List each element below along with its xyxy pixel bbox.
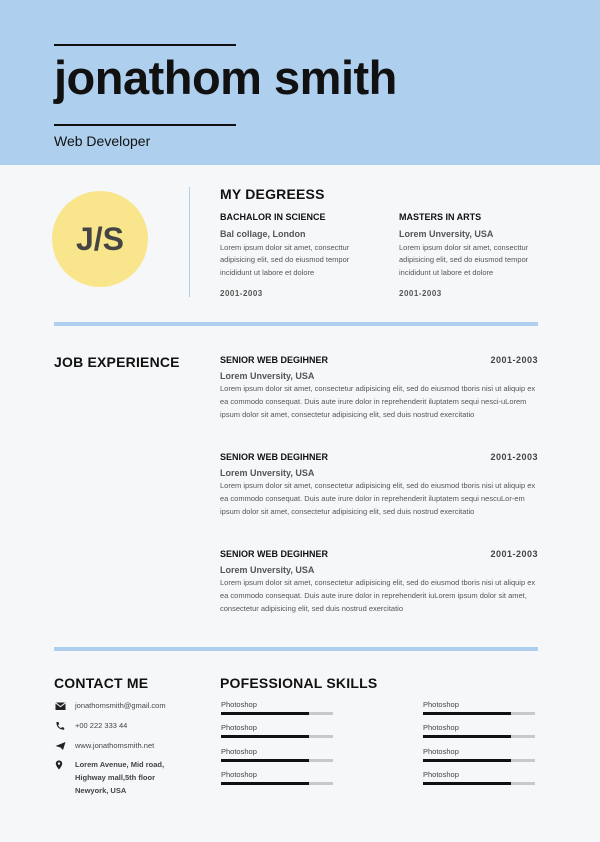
phone-icon — [54, 721, 68, 731]
job-item — [220, 549, 538, 616]
degrees-title: MY DEGREESS — [220, 186, 325, 202]
skill-name: Photoshop — [423, 700, 459, 709]
contact-list — [54, 700, 204, 805]
skill-name: Photoshop — [221, 700, 257, 709]
candidate-name: jonathom smith — [54, 51, 397, 104]
skill-bar-fill — [221, 759, 309, 762]
contact-phone — [54, 720, 204, 733]
skill-bar-track — [423, 782, 535, 785]
header-banner — [0, 0, 600, 165]
degree-item — [399, 212, 549, 298]
skill-bar-track — [423, 759, 535, 762]
contact-email — [54, 700, 204, 713]
degree-years: 2001-2003 — [220, 289, 263, 299]
experience-title: JOB EXPERIENCE — [54, 354, 180, 370]
skill-bar-fill — [221, 735, 309, 738]
job-title: SENIOR WEB DEGIHNER — [220, 452, 329, 462]
skill-bar-fill — [423, 712, 511, 715]
job-title: SENIOR WEB DEGIHNER — [220, 549, 329, 559]
envelope-icon — [54, 701, 68, 711]
degree-school: Bal collage, London — [220, 229, 306, 239]
skill-bar-track — [221, 735, 333, 738]
candidate-role: Web Developer — [54, 133, 151, 149]
job-title: SENIOR WEB DEGIHNER — [220, 355, 329, 365]
website-text[interactable]: www.jonathomsmith.net — [75, 740, 155, 750]
job-place: Lorem Unversity, USA — [220, 371, 315, 381]
section-divider-bar — [54, 647, 538, 651]
skill-item — [221, 700, 333, 715]
job-place: Lorem Unversity, USA — [220, 565, 315, 575]
degree-title: MASTERS IN ARTS — [399, 212, 482, 222]
skill-bar-track — [221, 782, 333, 785]
skill-item — [423, 770, 535, 785]
skill-name: Photoshop — [423, 723, 459, 732]
degree-description: Lorem ipsum dolor sit amet, consecttur adipisicing elit, sed do eiusmod tempor incididunt ut labore et dolore — [220, 243, 350, 277]
job-years: 2001-2003 — [490, 355, 538, 365]
skills-title: POFESSIONAL SKILLS — [220, 675, 378, 691]
contact-title: CONTACT ME — [54, 675, 149, 691]
header-top-rule — [54, 44, 236, 46]
skill-bar-track — [423, 712, 535, 715]
skill-bar-track — [221, 759, 333, 762]
skill-bar-track — [221, 712, 333, 715]
send-icon — [54, 741, 68, 751]
skill-bar-fill — [221, 712, 309, 715]
skill-item — [423, 747, 535, 762]
job-description: Lorem ipsum dolor sit amet, consectetur adipisicing elit, sed do eiusmod tboris nisi ut aliquip ex ea commodo consequat. Duis aute irure dolor in reprehenderit iuLorem ipsum dolor sit amet, consectetur adipisicing elit, sed duis nostrud exercitatio — [220, 578, 536, 613]
vertical-divider — [189, 187, 190, 297]
skill-name: Photoshop — [221, 723, 257, 732]
monogram-text: J/S — [75, 220, 125, 257]
address-text: Lorem Avenue, Mid road, Highway mall,5th floor Newyork, USA — [75, 760, 165, 795]
phone-text[interactable]: +00 222 333 44 — [75, 720, 128, 730]
skill-name: Photoshop — [423, 747, 459, 756]
job-years: 2001-2003 — [490, 452, 538, 462]
job-description: Lorem ipsum dolor sit amet, consectetur adipisicing elit, sed do eiusmod tboris nisi ut aliquip ex ea commodo consequat. Duis aute irure dolor in reprehenderit iluptatem sequi nescuLor-em ipsum dolor sit amet, consectetur adipisicing elit, sed duis nostrud exercitatio — [220, 481, 536, 516]
skill-bar-fill — [423, 735, 511, 738]
skill-bar-fill — [423, 782, 511, 785]
contact-address — [54, 759, 204, 797]
degree-title: BACHALOR IN SCIENCE — [220, 212, 326, 222]
job-place: Lorem Unversity, USA — [220, 468, 315, 478]
job-item — [220, 452, 538, 519]
degree-item — [220, 212, 370, 298]
skill-name: Photoshop — [221, 770, 257, 779]
skill-item — [221, 747, 333, 762]
header-bottom-rule — [54, 124, 236, 126]
email-text[interactable]: jonathomsmith@gmail.com — [75, 701, 166, 710]
degree-description: Lorem ipsum dolor sit amet, consecttur adipisicing elit, sed do eiusmod tempor incididunt ut labore et dolore — [399, 243, 529, 277]
monogram-avatar — [52, 191, 148, 287]
job-description: Lorem ipsum dolor sit amet, consectetur adipisicing elit, sed do eiusmod tboris nisi ut aliquip ex ea commodo consequat. Duis aute irure dolor in reprehenderit iluptatem sequi nesci-uLorem ipsum dolor sit amet, consectetur adipisicing elit, sed duis nostrud exercitatio — [220, 384, 536, 419]
degree-years: 2001-2003 — [399, 289, 442, 299]
skill-item — [221, 723, 333, 738]
job-years: 2001-2003 — [490, 549, 538, 559]
contact-website — [54, 740, 204, 753]
skill-item — [423, 700, 535, 715]
section-divider-bar — [54, 322, 538, 326]
skill-item — [221, 770, 333, 785]
skill-bar-fill — [221, 782, 309, 785]
skill-item — [423, 723, 535, 738]
location-pin-icon — [54, 760, 68, 770]
degree-school: Lorem Unversity, USA — [399, 229, 494, 239]
skill-bar-fill — [423, 759, 511, 762]
job-item — [220, 355, 538, 422]
skill-name: Photoshop — [221, 747, 257, 756]
skill-bar-track — [423, 735, 535, 738]
skill-name: Photoshop — [423, 770, 459, 779]
